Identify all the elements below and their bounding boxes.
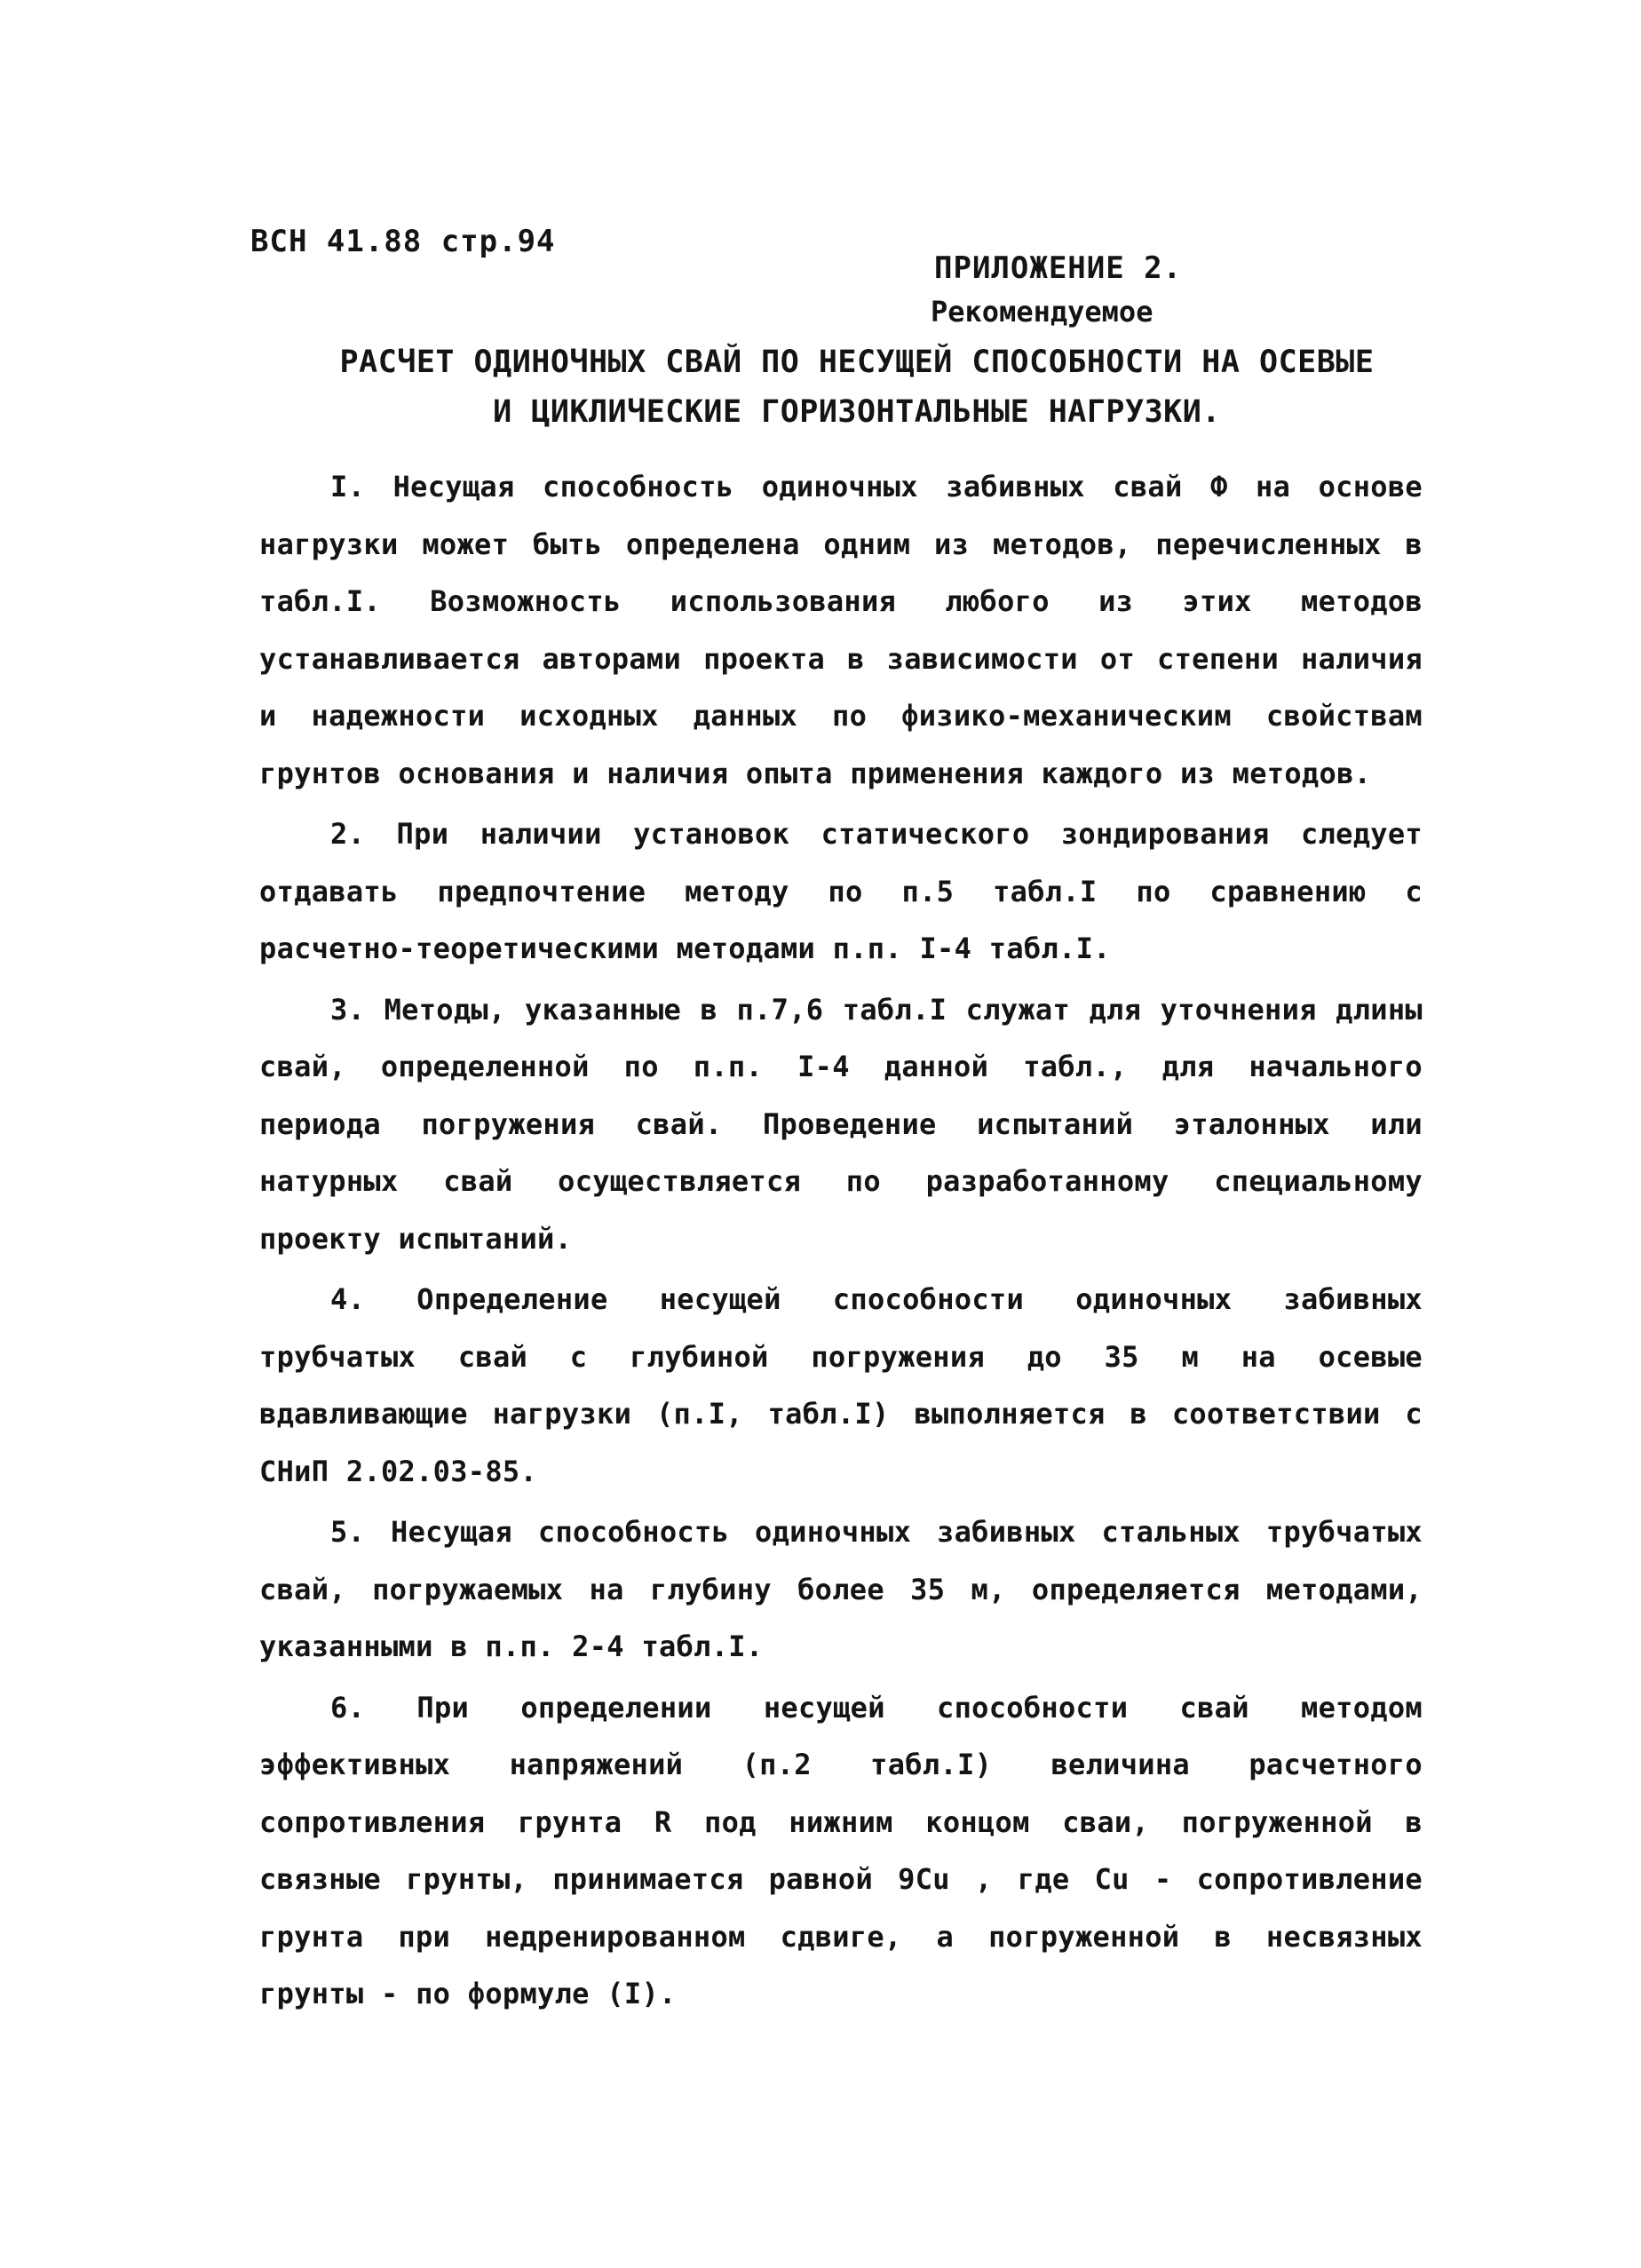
- paragraph-5: 5. Несущая способность одиночных забивных стальных трубчатых свай, погружаемых на глубину более 35 м, определяется методами, указанными в п.п. 2-4 табл.I.: [259, 1515, 1423, 1663]
- document-title: [266, 337, 1447, 437]
- paragraph-2: 2. При наличии установок статического зондирования следует отдавать предпочтение методу по п.5 табл.I по сравнению с расчетно-теоретическими методами п.п. I-4 табл.I.: [259, 817, 1423, 965]
- document-reference: ВСН 41.88 стр.94: [250, 224, 556, 259]
- paragraph-4: 4. Определение несущей способности одиночных забивных трубчатых свай с глубиной погружения до 35 м на осевые вдавливающие нагрузки (п.I, табл.I) выполняется в соответствии с СНиП 2.02.03-85.: [259, 1282, 1423, 1488]
- recommendation-status: Рекомендуемое: [931, 295, 1153, 329]
- paragraph-3: 3. Методы, указанные в п.7,6 табл.I служат для уточнения длины свай, определенной по п.п. I-4 данной табл., для начального периода погружения свай. Проведение испытаний эталонных или натурных свай осуществляется по разработанному специальному проекту испытаний.: [259, 992, 1423, 1256]
- appendix-label: ПРИЛОЖЕНИЕ 2.: [934, 250, 1183, 286]
- title-line-1: РАСЧЕТ ОДИНОЧНЫХ СВАЙ ПО НЕСУЩЕЙ СПОСОБНОСТИ НА ОСЕВЫЕ: [339, 345, 1375, 380]
- title-line-2: И ЦИКЛИЧЕСКИЕ ГОРИЗОНТАЛЬНЫЕ НАГРУЗКИ.: [493, 394, 1221, 430]
- paragraph-1: I. Несущая способность одиночных забивных свай Ф на основе нагрузки может быть определена одним из методов, перечисленных в табл.I. Возможность использования любого из этих методов устанавливается авторами проекта в зависимости от степени наличия и надежности исходных данных по физико-механическим свойствам грунтов основания и наличия опыта применения каждого из методов.: [259, 470, 1423, 790]
- body-text: [259, 458, 1423, 2026]
- paragraph-6: 6. При определении несущей способности свай методом эффективных напряжений (п.2 табл.I) величина расчетного сопротивления грунта R под нижним концом сваи, погруженной в связные грунты, принимается равной 9Cu , где Cu - сопротивление грунта при недренированном сдвиге, а погруженной в несвязных грунты - по формуле (I).: [259, 1690, 1423, 2010]
